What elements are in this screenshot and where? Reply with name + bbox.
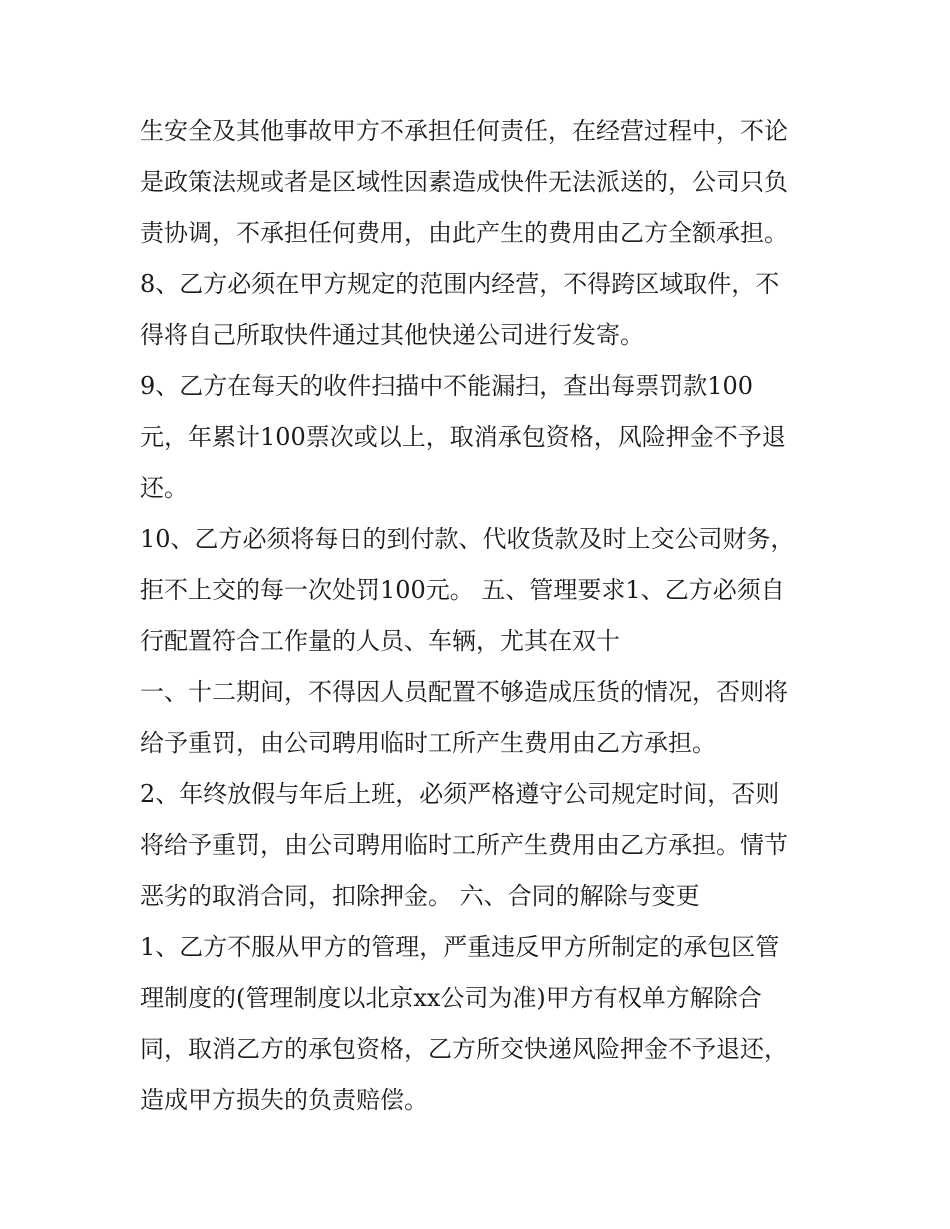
- text-line: 一、十二期间，不得因人员配置不够造成压货的情况，否则将: [140, 678, 788, 706]
- text-line: 将给予重罚，由公司聘用临时工所产生费用由乙方承担。情节: [140, 831, 788, 859]
- text-line: 拒不上交的每一次处罚100元。 五、管理要求1、乙方必须自: [140, 576, 785, 604]
- text-line: 9、乙方在每天的收件扫描中不能漏扫，查出每票罚款100: [140, 372, 754, 400]
- text-line: 责协调，不承担任何费用，由此产生的费用由乙方全额承担。: [140, 219, 788, 247]
- text-line: 恶劣的取消合同，扣除押金。 六、合同的解除与变更: [140, 882, 700, 910]
- text-line: 行配置符合工作量的人员、车辆，尤其在双十: [140, 627, 620, 655]
- text-line: 造成甲方损失的负责赔偿。: [140, 1086, 428, 1114]
- document-body: [140, 110, 820, 1130]
- text-line: 元，年累计100票次或以上，取消承包资格，风险押金不予退: [140, 423, 786, 451]
- text-line: 10、乙方必须将每日的到付款、代收货款及时上交公司财务，: [140, 525, 795, 553]
- text-line: 同，取消乙方的承包资格，乙方所交快递风险押金不予退还，: [140, 1035, 788, 1063]
- text-line: 给予重罚，由公司聘用临时工所产生费用由乙方承担。: [140, 729, 716, 757]
- text-line: 理制度的(管理制度以北京xx公司为准)甲方有权单方解除合: [140, 984, 762, 1012]
- text-line: 得将自己所取快件通过其他快递公司进行发寄。: [140, 321, 644, 349]
- text-line: 1、乙方不服从甲方的管理，严重违反甲方所制定的承包区管: [140, 933, 780, 961]
- text-line: 8、乙方必须在甲方规定的范围内经营，不得跨区域取件，不: [140, 270, 780, 298]
- text-line: 生安全及其他事故甲方不承担任何责任，在经营过程中，不论: [140, 117, 788, 145]
- text-line: 还。: [140, 474, 188, 502]
- text-line: 2、年终放假与年后上班，必须严格遵守公司规定时间，否则: [140, 780, 780, 808]
- text-line: 是政策法规或者是区域性因素造成快件无法派送的，公司只负: [140, 168, 788, 196]
